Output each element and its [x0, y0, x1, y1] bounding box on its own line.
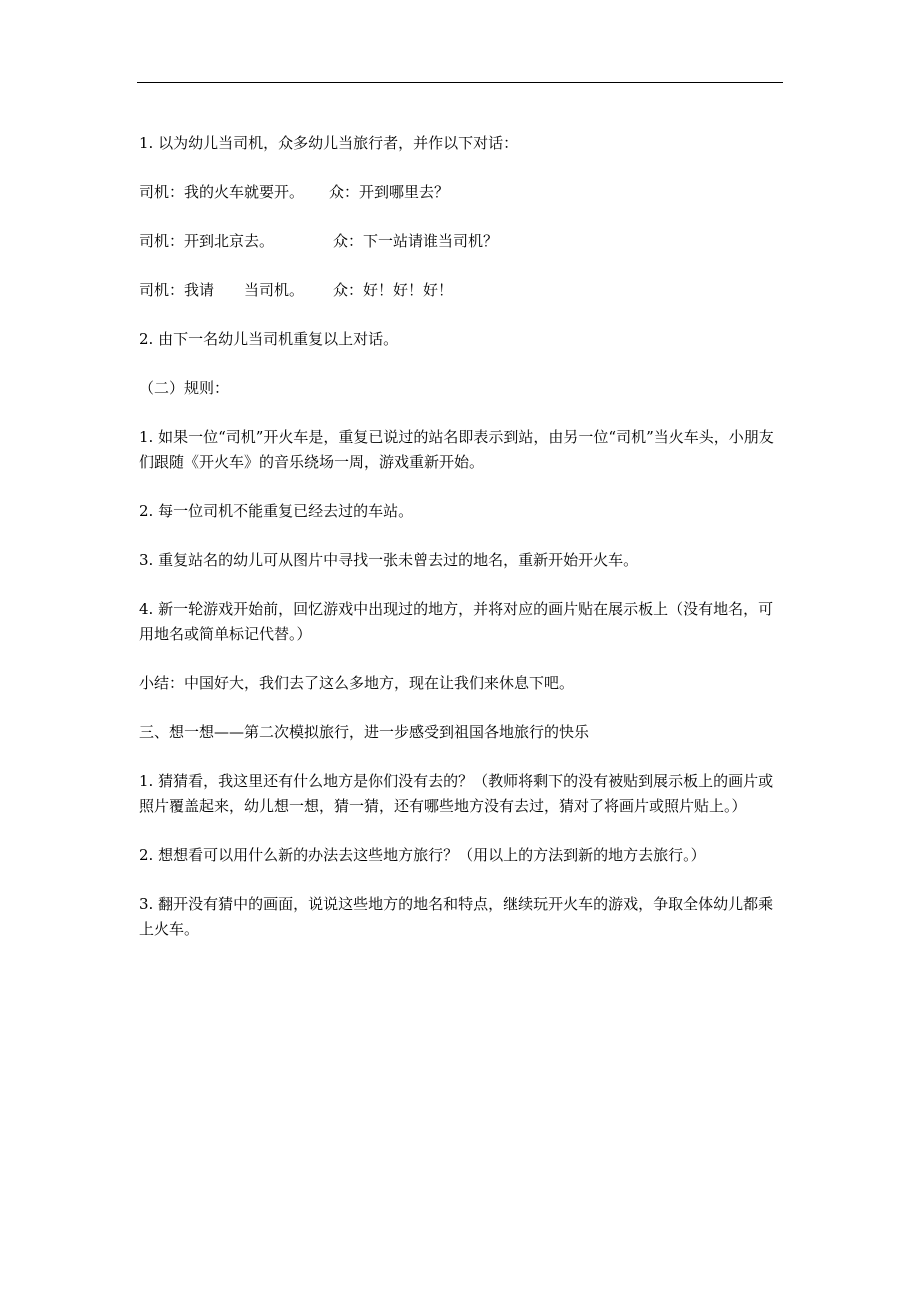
dialog-driver-line: 司机：开到北京去。: [139, 232, 275, 250]
section-3-item-2: 2. 想想看可以用什么新的办法去这些地方旅行？（用以上的方法到新的地方去旅行。）: [139, 846, 706, 864]
section-3-item-1: 1. 猜猜看，我这里还有什么地方是你们没有去的？（教师将剩下的没有被贴到展示板上的画片或照片覆盖起来，幼儿想一想，猜一猜，还有哪些地方没有去过，猜对了将画片或照片贴上。）: [139, 772, 774, 815]
dialog-line-3: [139, 278, 785, 303]
dialog-driver-line-end: 当司机。: [244, 281, 305, 299]
dialog-crowd-line: 众：好！好！好！: [333, 281, 454, 299]
dialog-driver-line: 司机：我的火车就要开。: [139, 183, 305, 201]
rules-heading: （二）规则：: [139, 379, 230, 397]
rule-item-1: 1. 如果一位“司机”开火车是，重复已说过的站名即表示到站，由另一位“司机”当火车头，小朋友们跟随《开火车》的音乐绕场一周，游戏重新开始。: [139, 428, 774, 471]
section-3-item-3: 3. 翻开没有猜中的画面，说说这些地方的地名和特点，继续玩开火车的游戏，争取全体幼儿都乘上火车。: [139, 895, 774, 938]
header-rule: [137, 82, 783, 83]
dialog-line-1: [139, 180, 785, 205]
dialog-crowd-line: 众：开到哪里去？: [329, 183, 450, 201]
paragraph-activity-step-1: 1. 以为幼儿当司机，众多幼儿当旅行者，并作以下对话：: [139, 134, 519, 152]
dialog-driver-line: [139, 278, 333, 303]
rule-item-3: 3. 重复站名的幼儿可从图片中寻找一张未曾去过的地名，重新开始开火车。: [139, 551, 639, 569]
dialog-crowd-line: 众：下一站请谁当司机？: [333, 232, 499, 250]
paragraph-activity-step-2: 2. 由下一名幼儿当司机重复以上对话。: [139, 330, 399, 348]
dialog-driver-line-start: 司机：我请: [139, 281, 215, 299]
dialog-line-2: [139, 229, 785, 254]
rule-item-2: 2. 每一位司机不能重复已经去过的车站。: [139, 502, 414, 520]
summary-paragraph: 小结：中国好大，我们去了这么多地方，现在让我们来休息下吧。: [139, 674, 575, 692]
section-3-heading: 三、想一想——第二次模拟旅行，进一步感受到祖国各地旅行的快乐: [139, 723, 590, 741]
rule-item-4: 4. 新一轮游戏开始前，回忆游戏中出现过的地方，并将对应的画片贴在展示板上（没有地名，可用地名或简单标记代替。）: [139, 600, 774, 643]
document-body: [139, 131, 785, 966]
